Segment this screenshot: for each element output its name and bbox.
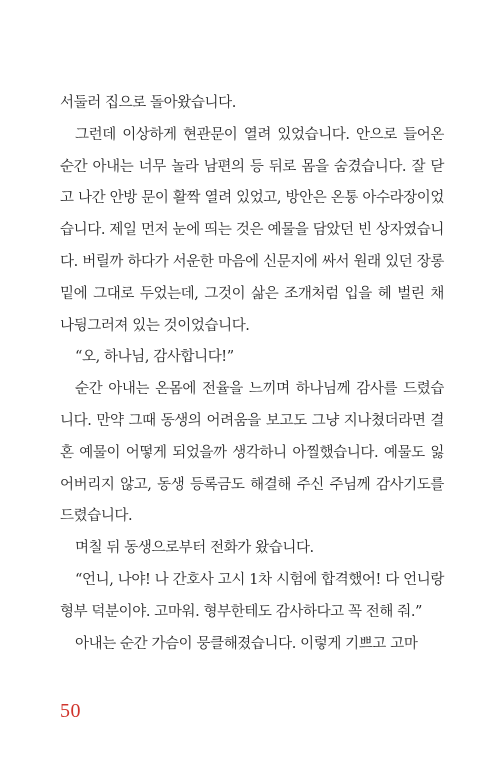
paragraph: 며칠 뒤 동생으로부터 전화가 왔습니다.: [75, 540, 314, 557]
paragraph: 순간 아내는 온몸에 전율을 느끼며 하나님께 감사를 드렸습니다. 만약 그때 동생의 어려움을 보고도 그냥 지나쳤더라면 결혼 예물이 어떻게 되었을까 생각하니 아찔했습니다. 예물도 잃어버리지 않고, 동생 등록금도 해결해 주신 주님께 감사기도를 드렸습니다.: [60, 381, 444, 525]
paragraph: 아내는 순간 가슴이 뭉클해졌습니다. 이렇게 기쁘고 고마: [75, 635, 418, 652]
paragraph: 그런데 이상하게 현관문이 열려 있었습니다. 안으로 들어온 순간 아내는 너무 놀라 남편의 등 뒤로 몸을 숨겼습니다. 잘 닫고 나간 안방 문이 활짝 열려 있었고, 방안은 온통 아수라장이었습니다. 제일 먼저 눈에 띄는 것은 예물을 담았던 빈 상자였습니다. 버릴까 하다가 서운한 마음에 신문지에 싸서 원래 있던 장롱 밑에 그대로 두었는데, 그것이 삶은 조개처럼 입을 헤 벌린 채 나뒹그러져 있는 것이었습니다.: [60, 126, 444, 334]
paragraph: 서둘러 집으로 돌아왔습니다.: [60, 95, 236, 111]
page-number: 50: [60, 700, 81, 722]
paragraph: “오, 하나님, 감사합니다!”: [75, 349, 234, 366]
paragraph: “언니, 나야! 나 간호사 고시 1차 시험에 합격했어! 다 언니랑 형부 덕분이야. 고마워. 형부한테도 감사하다고 꼭 전해 줘.”: [60, 571, 444, 620]
body-text: [60, 88, 444, 660]
